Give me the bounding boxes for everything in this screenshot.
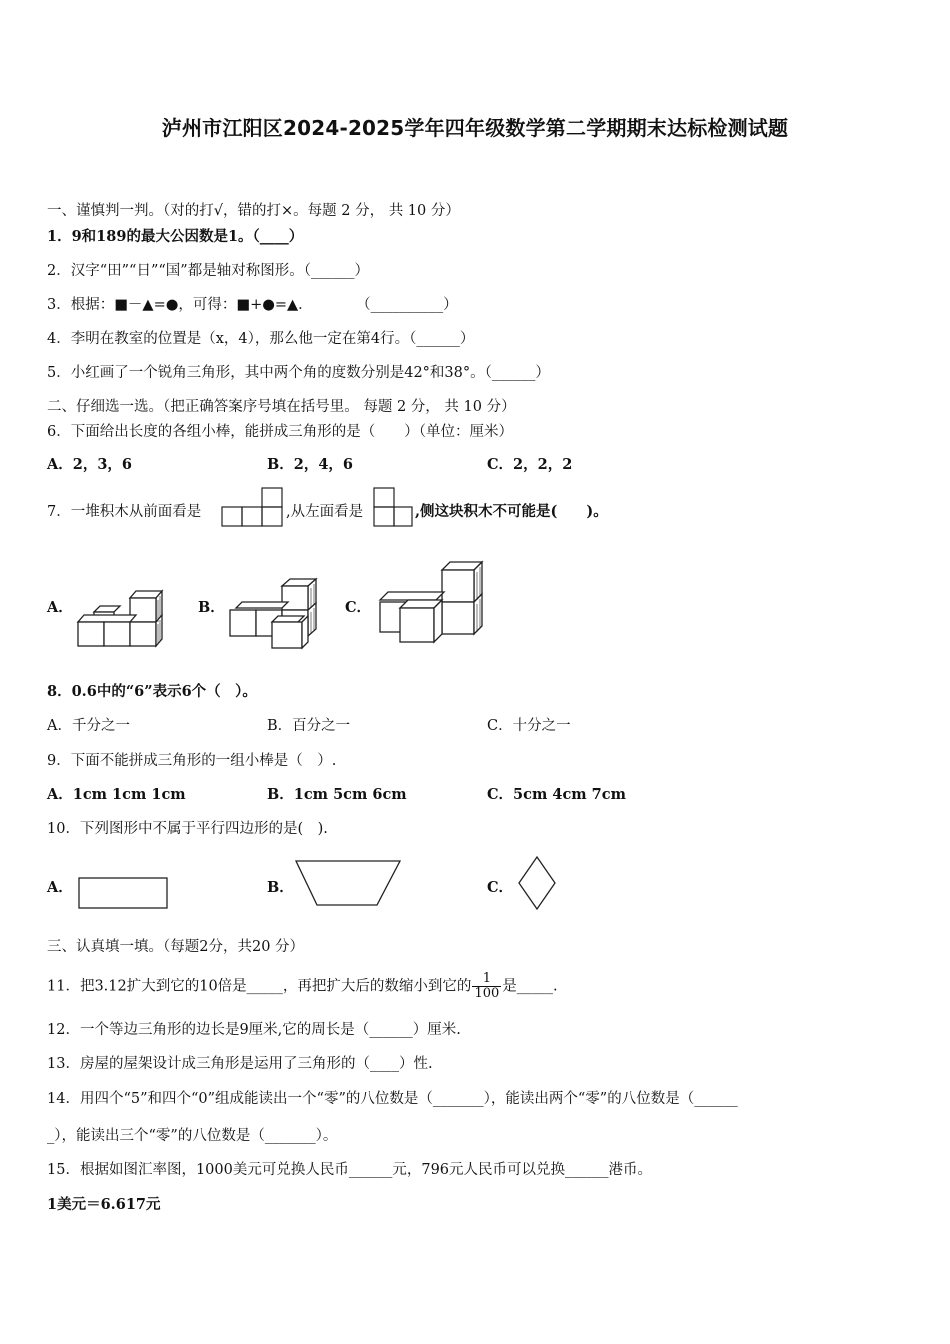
- q7-option-c-blocks: [376, 560, 486, 644]
- q11-fraction: [472, 972, 501, 1001]
- question-7-part1: 7．一堆积木从前面看是: [47, 504, 202, 520]
- question-3: 3．根据：■－▲=●，可得：■+●=▲． （__________）: [47, 297, 458, 313]
- q10-label-b: B．: [267, 879, 294, 896]
- section1-heading: 一、谨慎判一判。（对的打√，错的打×。每题 2 分， 共 10 分）: [47, 203, 460, 219]
- question-15: 15．根据如图汇率图，1000美元可兑换人民币______元，796元人民币可以兑换______港币。: [47, 1162, 653, 1178]
- question-7-part2: ,从左面看是: [286, 504, 364, 520]
- q6-option-a: A．2，3，6: [47, 456, 133, 473]
- q7-label-b: B．: [198, 599, 225, 616]
- question-1: 1．9和189的最大公因数是1。（____）: [47, 228, 304, 245]
- q10-option-c-rhombus: [518, 856, 558, 912]
- page-title: 泸州市江阳区2024-2025学年四年级数学第二学期期末达标检测试题: [161, 116, 789, 140]
- q11-fraction-denominator: 100: [474, 986, 500, 1001]
- question-12: 12．一个等边三角形的边长是9厘米,它的周长是（______）厘米.: [47, 1022, 461, 1038]
- question-7-part3: ,侧这块积木不可能是( )。: [415, 503, 608, 520]
- q10-option-b-trapezoid: [295, 860, 403, 908]
- question-10: 10．下列图形中不属于平行四边形的是( ).: [47, 821, 328, 837]
- section3-heading: 三、认真填一填。（每题2分，共20 分）: [47, 939, 305, 955]
- q11-text-part1: 11．把3.12扩大到它的10倍是_____，再把扩大后的数缩小到它的: [47, 978, 472, 995]
- q9-option-a: A．1cm 1cm 1cm: [47, 786, 186, 803]
- question-13: 13．房屋的屋架设计成三角形是运用了三角形的（____）性.: [47, 1056, 433, 1072]
- q10-label-c: C．: [487, 879, 514, 896]
- q6-option-c: C．2，2，2: [487, 456, 573, 473]
- question-11: [47, 972, 558, 1001]
- question-4: 4．李明在教室的位置是（x，4），那么他一定在第4行。（______）: [47, 331, 475, 347]
- q10-option-a-rectangle: [78, 877, 170, 911]
- q8-option-a: A．千分之一: [47, 718, 130, 734]
- exchange-rate: 1美元＝6.617元: [47, 1196, 161, 1213]
- section2-heading: 二、仔细选一选。（把正确答案序号填在括号里。 每题 2 分， 共 10 分）: [47, 399, 516, 415]
- question-8: 8．0.6中的“6”表示6个（ ）。: [47, 683, 257, 700]
- q6-option-b: B．2，4，6: [267, 456, 354, 473]
- q7-label-c: C．: [345, 599, 372, 616]
- q8-option-b: B．百分之一: [267, 718, 351, 734]
- q11-text-part2: 是_____.: [502, 978, 558, 995]
- front-view-figure: [221, 487, 285, 529]
- q7-label-a: A．: [47, 599, 73, 616]
- q9-option-c: C．5cm 4cm 7cm: [487, 786, 626, 803]
- question-2: 2．汉字“田”“日”“国”都是轴对称图形。（______）: [47, 263, 369, 279]
- left-view-figure: [373, 487, 415, 529]
- question-14-line2: _），能读出三个“零”的八位数是（_______）。: [47, 1128, 338, 1144]
- q10-label-a: A．: [47, 879, 73, 896]
- question-5: 5．小红画了一个锐角三角形，其中两个角的度数分别是42°和38°。（______）: [47, 365, 550, 381]
- q8-option-c: C．十分之一: [487, 718, 571, 734]
- question-14-line1: 14．用四个“5”和四个“0”组成能读出一个“零”的八位数是（_______），能读出两个“零”的八位数是（______: [47, 1091, 738, 1107]
- q7-option-a-blocks: [76, 588, 168, 650]
- question-6: 6．下面给出长度的各组小棒，能拼成三角形的是（ ）（单位：厘米）: [47, 424, 513, 440]
- q11-fraction-numerator: 1: [472, 972, 501, 987]
- q9-option-b: B．1cm 5cm 6cm: [267, 786, 407, 803]
- question-9: 9．下面不能拼成三角形的一组小棒是（ ）.: [47, 753, 337, 769]
- q7-option-b-blocks: [226, 578, 326, 650]
